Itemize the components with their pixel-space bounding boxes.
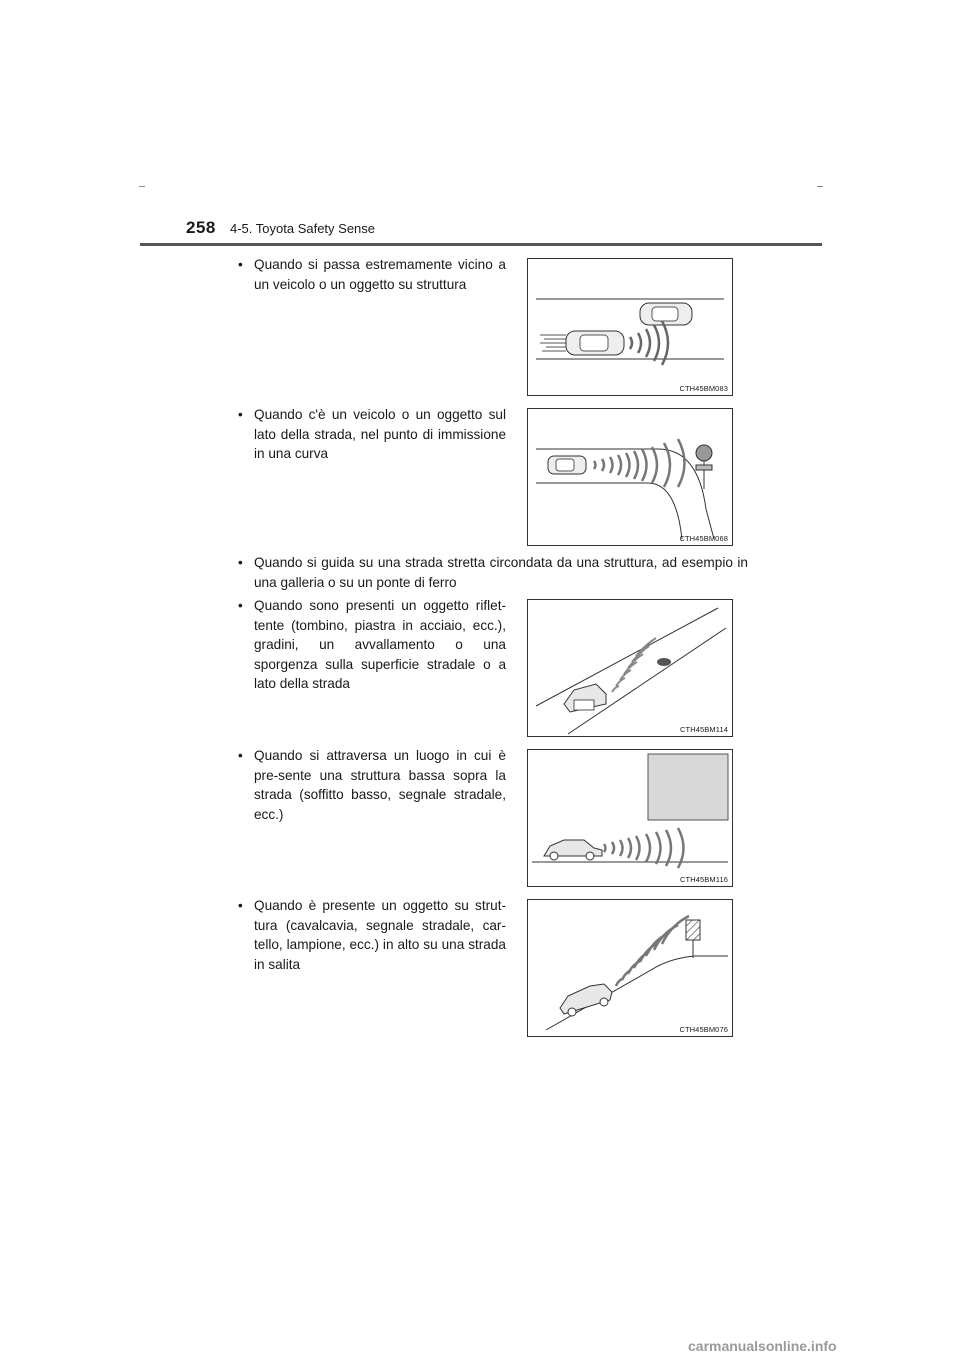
bullet: • — [238, 257, 243, 272]
figure-curve-roadside — [527, 408, 733, 546]
list-item — [238, 553, 748, 592]
figure-illustration — [528, 409, 732, 545]
list-item — [238, 896, 506, 974]
item-text: Quando si guida su una strada stretta circondata da una struttura, ad esempio in una galleria o su un ponte di ferro — [254, 555, 748, 590]
crop-mark-right — [817, 186, 823, 187]
figure-low-structure — [527, 749, 733, 887]
item-text: Quando si passa estremamente vicino a un veicolo o un oggetto su struttura — [254, 257, 506, 292]
bullet: • — [238, 407, 243, 422]
figure-code: CTH45BM114 — [680, 725, 728, 734]
list-item — [238, 596, 506, 694]
figure-code: CTH45BM068 — [679, 534, 728, 543]
figure-illustration — [528, 750, 732, 886]
bullet: • — [238, 555, 243, 570]
figure-code: CTH45BM076 — [679, 1025, 728, 1034]
figure-code: CTH45BM083 — [679, 384, 728, 393]
header-rule — [140, 243, 822, 246]
crop-mark-left — [139, 186, 145, 187]
bullet: • — [238, 898, 243, 913]
bullet: • — [238, 598, 243, 613]
page-number: 258 — [186, 218, 216, 237]
figure-code: CTH45BM116 — [680, 875, 728, 884]
section-title: 4-5. Toyota Safety Sense — [230, 221, 376, 236]
figure-reflective-object — [527, 599, 733, 737]
item-text: Quando sono presenti un oggetto riflet-tente (tombino, piastra in acciaio, ecc.), gradini, un avvallamento o una sporgenza sulla superficie stradale o a lato della strada — [254, 598, 506, 691]
list-item — [238, 746, 506, 824]
figure-illustration — [528, 259, 732, 395]
item-text: Quando è presente un oggetto su strut-tura (cavalcavia, segnale stradale, car-tello, lampione, ecc.) in alto su una strada in salita — [254, 898, 506, 972]
item-text: Quando si attraversa un luogo in cui è pre-sente una struttura bassa sopra la strada (soffitto basso, segnale stradale, ecc.) — [254, 748, 506, 822]
figure-illustration — [528, 900, 732, 1036]
footer-watermark: carmanualsonline.info — [688, 1338, 837, 1354]
figure-illustration — [528, 600, 732, 736]
figure-uphill-overhead — [527, 899, 733, 1037]
list-item — [238, 405, 506, 464]
item-text: Quando c'è un veicolo o un oggetto sul lato della strada, nel punto di immissione in una curva — [254, 407, 506, 461]
figure-close-vehicle — [527, 258, 733, 396]
bullet: • — [238, 748, 243, 763]
list-item — [238, 255, 506, 294]
